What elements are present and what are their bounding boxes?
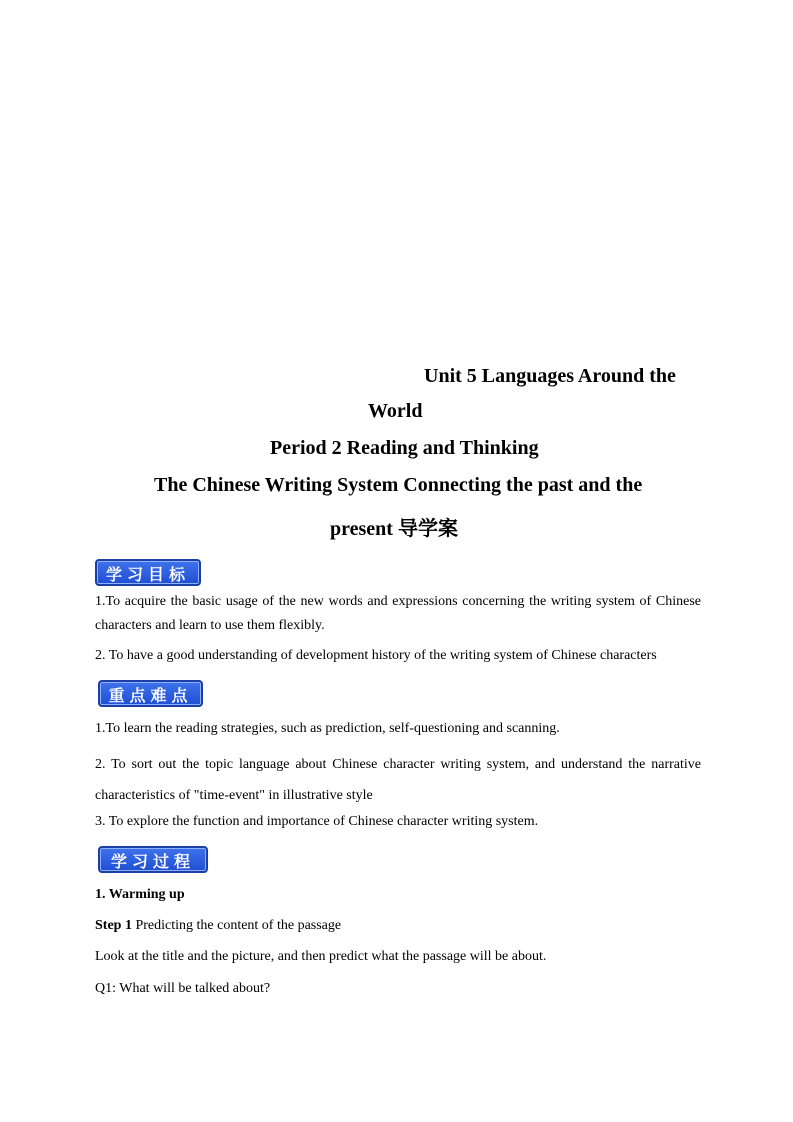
objective-item-1: 1.To acquire the basic usage of the new words and expressions concerning the writing system of Chinese characters and learn to use them flexibly. <box>95 594 701 633</box>
step-1-line <box>95 918 341 934</box>
objectives-badge: 学习目标 <box>95 559 201 586</box>
step-1-label: Step 1 <box>95 918 132 933</box>
key-point-item-3: 3. To explore the function and importance of Chinese character writing system. <box>95 814 539 829</box>
instruction-text: Look at the title and the picture, and then predict what the passage will be about. <box>95 949 547 964</box>
unit-title-line1: Unit 5 Languages Around the <box>424 365 676 387</box>
warming-up-heading <box>95 887 185 903</box>
period-title: Period 2 Reading and Thinking <box>270 437 539 459</box>
question-1: Q1: What will be talked about? <box>95 981 271 996</box>
passage-title-cont: present 导学案 <box>330 518 458 540</box>
warming-up-heading-text: 1. Warming up <box>95 887 185 902</box>
key-point-item-1: 1.To learn the reading strategies, such as prediction, self-questioning and scanning. <box>95 721 560 736</box>
key-points-badge: 重点难点 <box>98 680 203 707</box>
passage-title: The Chinese Writing System Connecting the past and the <box>154 474 643 496</box>
key-point-item-2: 2. To sort out the topic language about Chinese character writing system, and understand the narrative characteristics of "time-event" in illustrative style <box>95 757 701 803</box>
objective-item-2: 2. To have a good understanding of development history of the writing system of Chinese characters <box>95 648 657 663</box>
unit-title-line2: World <box>368 400 423 422</box>
step-1-text: Predicting the content of the passage <box>131 918 342 933</box>
process-badge: 学习过程 <box>98 846 208 873</box>
